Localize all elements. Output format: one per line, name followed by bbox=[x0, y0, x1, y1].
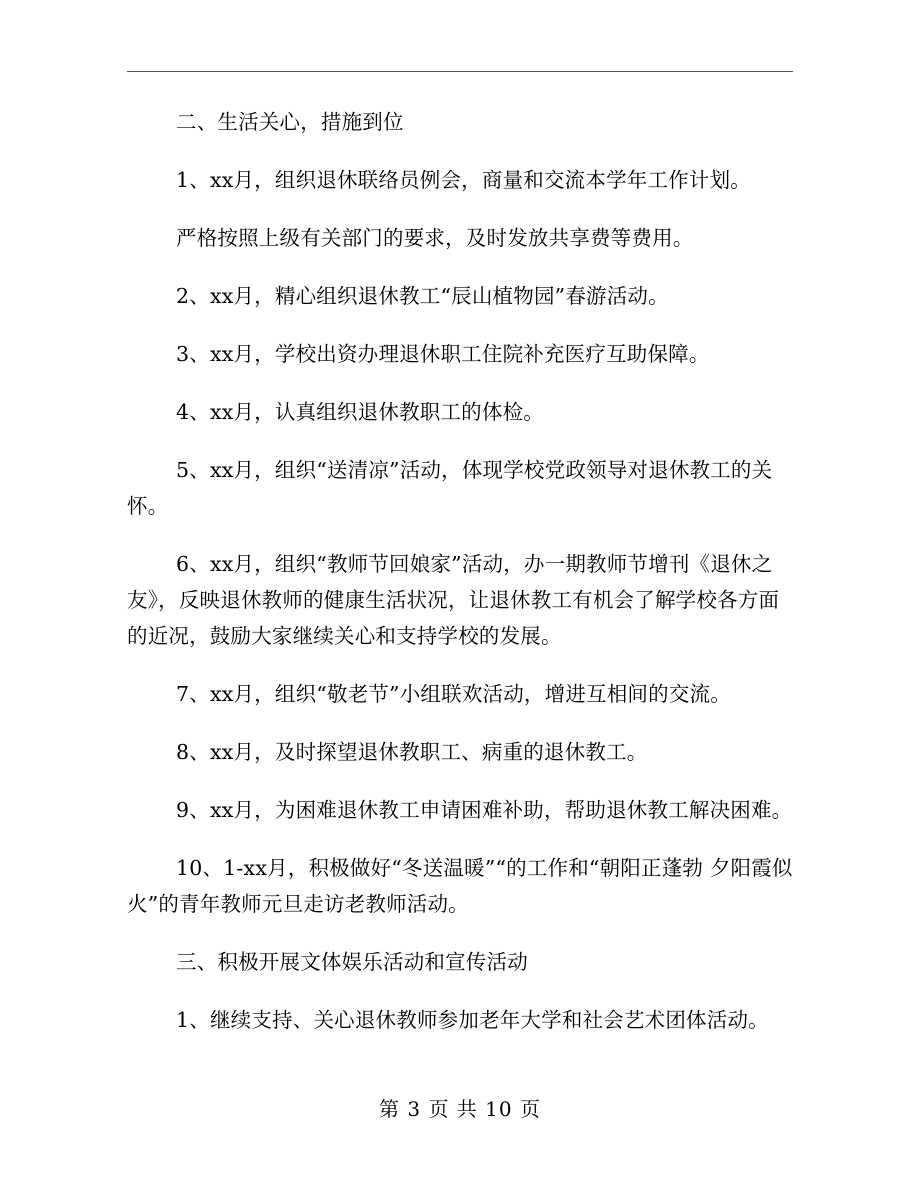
paragraph-item-5: 5、xx月，组织“送清凉”活动，体现学校党政领导对退休教工的关怀。 bbox=[127, 458, 773, 518]
paragraph-item-9: 9、xx月，为困难退休教工申请困难补助，帮助退休教工解决困难。 bbox=[176, 798, 793, 822]
paragraph-item-1: 1、xx月，组织退休联络员例会，商量和交流本学年工作计划。 bbox=[176, 168, 751, 192]
section-heading-3: 三、积极开展文体娱乐活动和宣传活动 bbox=[176, 950, 528, 974]
paragraph-item-7: 7、xx月，组织“敬老节”小组联欢活动，增进互相间的交流。 bbox=[176, 682, 731, 706]
paragraph-item-3: 3、xx月，学校出资办理退休职工住院补充医疗互助保障。 bbox=[176, 342, 710, 366]
paragraph-item-8: 8、xx月，及时探望退休教职工、病重的退休教工。 bbox=[176, 740, 648, 764]
section-heading-2: 二、生活关心，措施到位 bbox=[176, 110, 404, 134]
paragraph-item-4: 4、xx月，认真组织退休教职工的体检。 bbox=[176, 400, 544, 424]
paragraph-item-2: 2、xx月，精心组织退休教工“辰山植物园”春游活动。 bbox=[176, 284, 669, 308]
document-body bbox=[127, 104, 793, 1038]
paragraph-note: 严格按照上级有关部门的要求，及时发放共享费等费用。 bbox=[176, 226, 694, 250]
paragraph-item-10: 10、1-xx月，积极做好“冬送温暖”“的工作和“朝阳正蓬勃 夕阳霞似火”的青年教师元旦走访老教师活动。 bbox=[127, 856, 793, 916]
page-number: 第 3 页 共 10 页 bbox=[379, 1097, 541, 1121]
paragraph-section3-item-1: 1、继续支持、关心退休教师参加老年大学和社会艺术团体活动。 bbox=[176, 1008, 769, 1032]
header-rule bbox=[127, 71, 793, 72]
paragraph-item-6: 6、xx月，组织“教师节回娘家”活动，办一期教师节增刊《退休之友》，反映退休教师的健康生活状况，让退休教工有机会了解学校各方面的近况，鼓励大家继续关心和支持学校的发展。 bbox=[127, 552, 780, 648]
